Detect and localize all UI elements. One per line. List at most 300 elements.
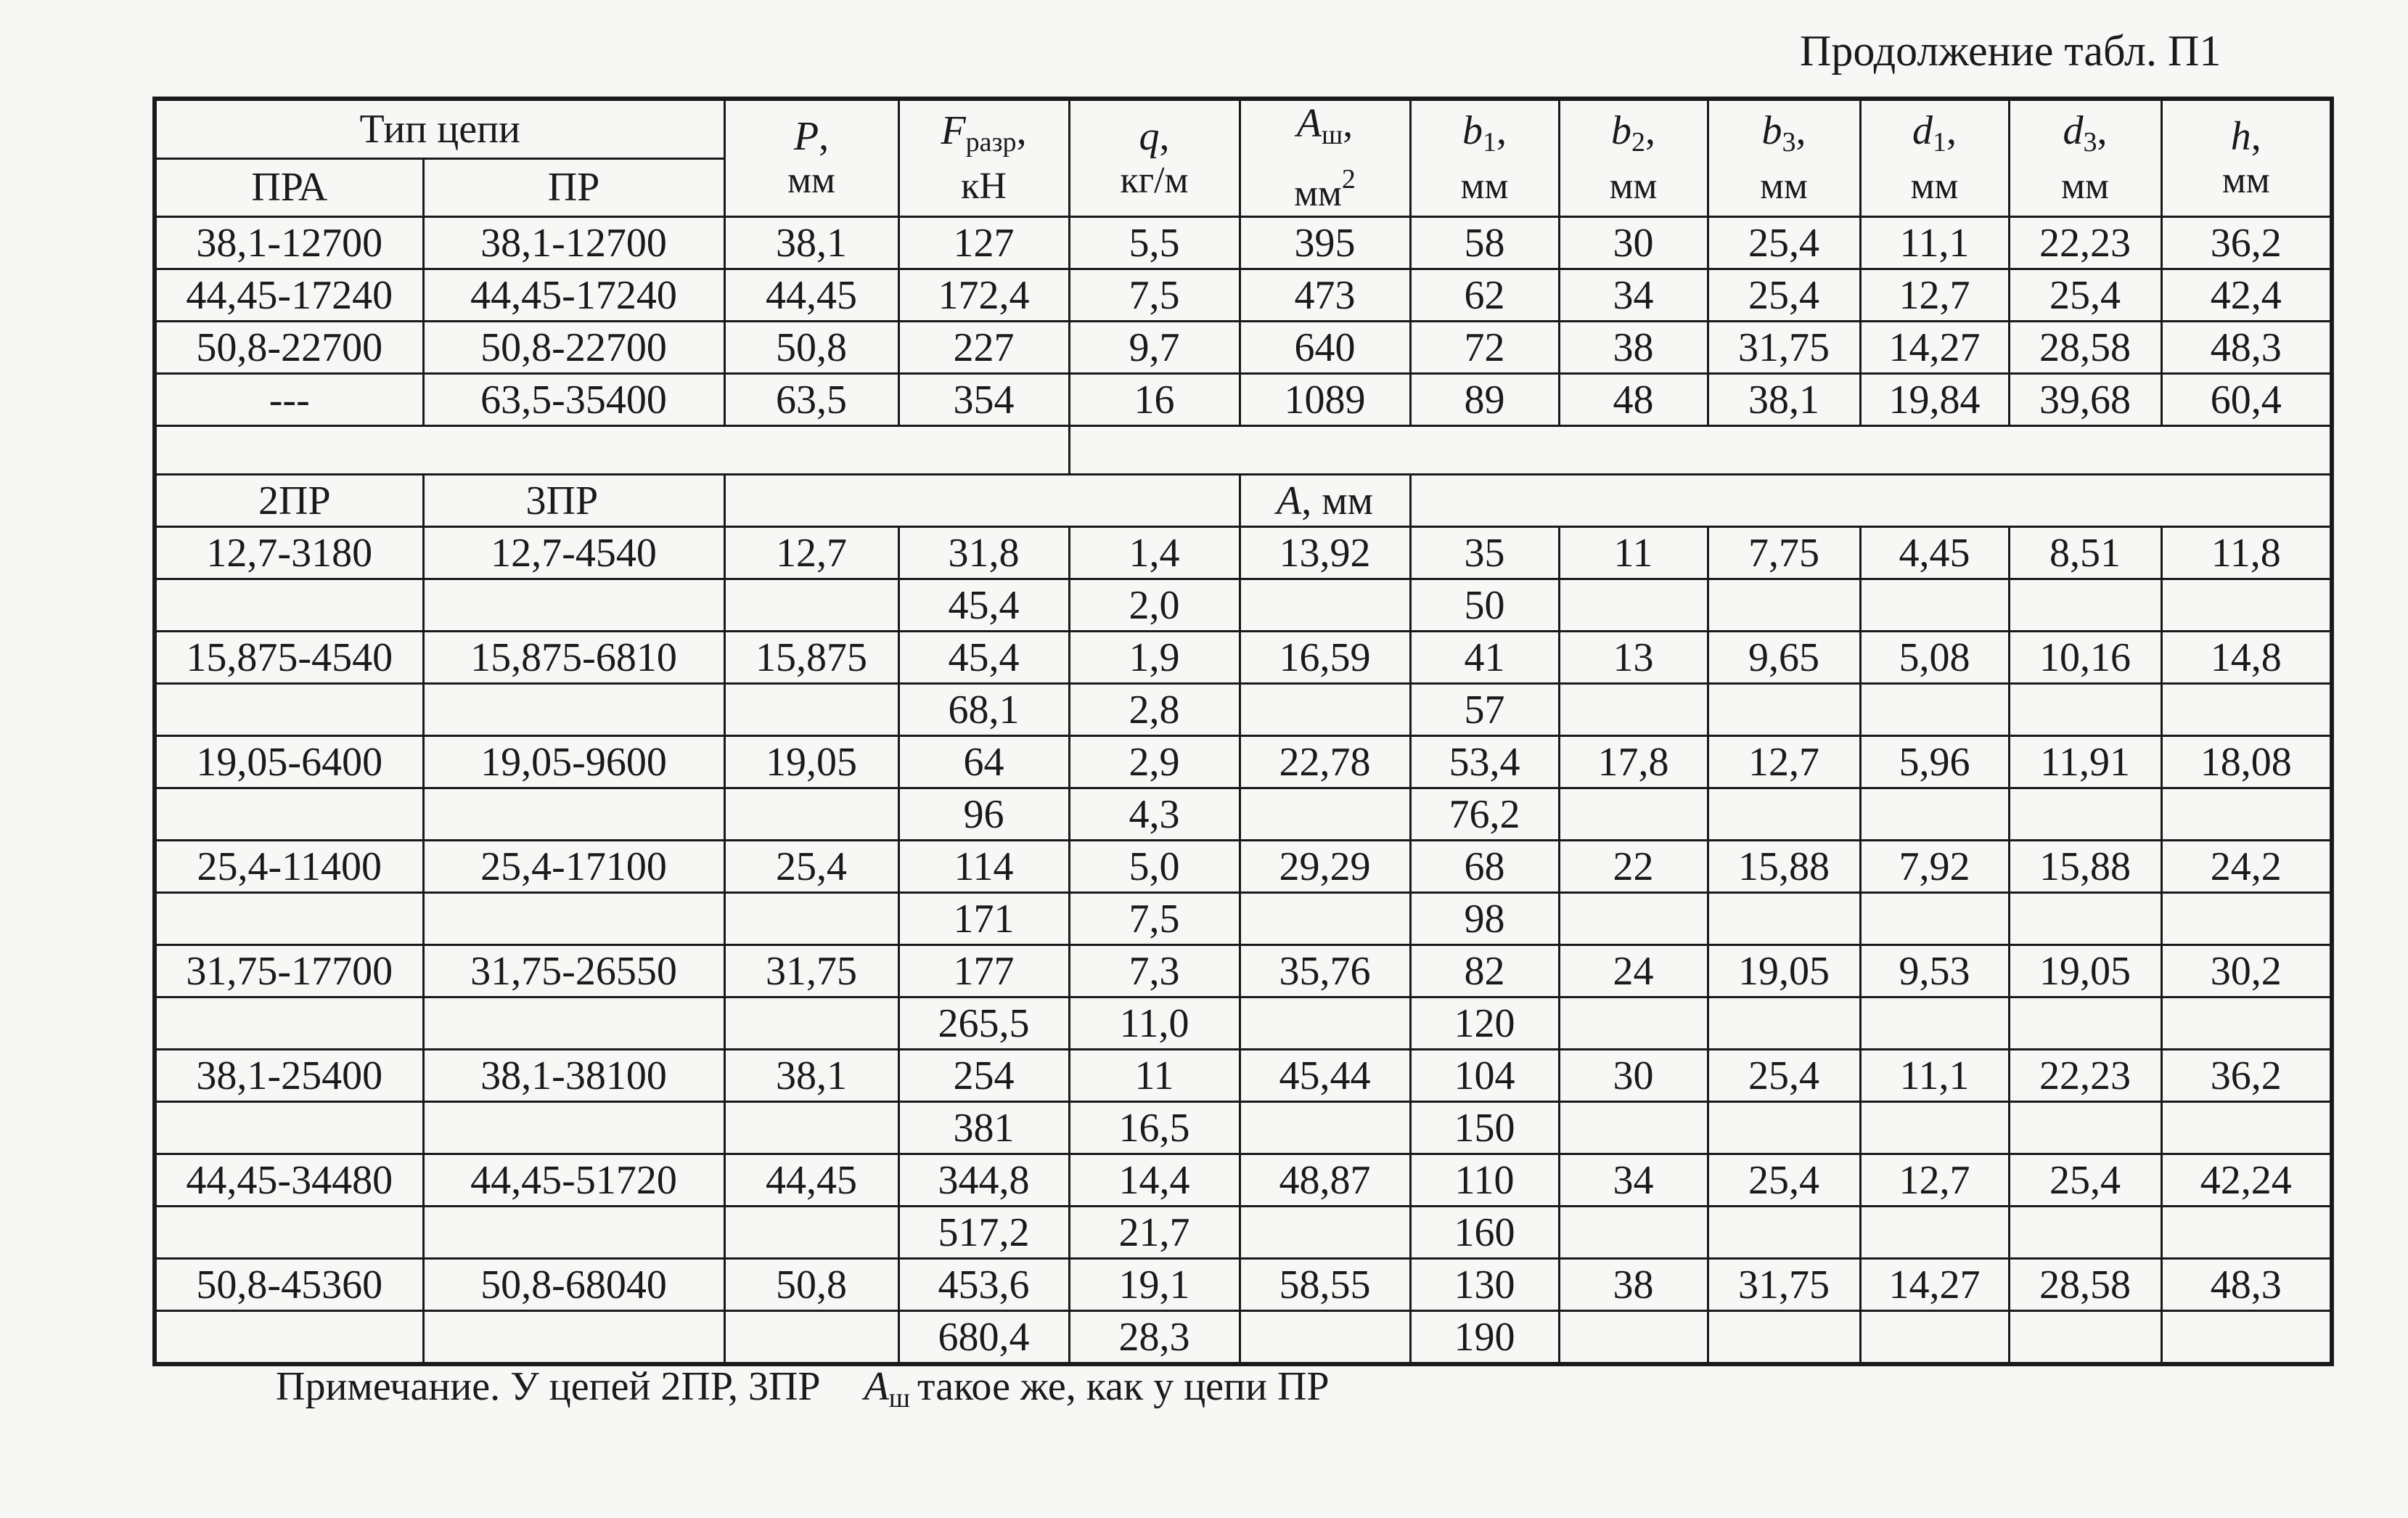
table-cell: 45,4 [898, 579, 1069, 632]
table-cell [1240, 1311, 1410, 1365]
header-col-unit-text: кг/м [1120, 160, 1189, 201]
table-cell: 44,45 [724, 269, 898, 322]
table-cell [1559, 788, 1708, 841]
table-row [155, 684, 2332, 736]
table-cell: 1,4 [1069, 527, 1240, 579]
table-cell: 42,24 [2161, 1154, 2332, 1207]
table-cell: 31,75 [724, 945, 898, 997]
header-col-5 [1559, 99, 1708, 217]
table-cell: 24,2 [2161, 841, 2332, 893]
table-cell: 19,05 [1708, 945, 1860, 997]
subheader-3pr: 3ПР [423, 475, 724, 527]
table-cell [2009, 1311, 2161, 1365]
table-cell: 7,5 [1069, 893, 1240, 945]
table-cell: 473 [1240, 269, 1410, 322]
table-cell: 35,76 [1240, 945, 1410, 997]
table-cell: 44,45-17240 [155, 269, 423, 322]
table-cell: 25,4 [1708, 269, 1860, 322]
table-cell [724, 997, 898, 1050]
header-chain-type: Тип цепи [155, 99, 724, 158]
table-cell: 44,45-51720 [423, 1154, 724, 1207]
table-cell: 22,23 [2009, 1050, 2161, 1102]
subheader-a-mm [1240, 475, 1410, 527]
table-cell [1559, 1311, 1708, 1365]
table-cell: 48 [1559, 374, 1708, 426]
table-cell [423, 579, 724, 632]
header-col-unit [1560, 165, 1707, 208]
table-cell: 2,0 [1069, 579, 1240, 632]
table-row [155, 322, 2332, 374]
table-row [155, 788, 2332, 841]
table-cell: 38,1 [724, 1050, 898, 1102]
table-cell: 7,75 [1708, 527, 1860, 579]
table-cell: 16 [1069, 374, 1240, 426]
table-cell: 5,08 [1860, 632, 2009, 684]
table-cell [155, 579, 423, 632]
table-cell: 28,58 [2009, 322, 2161, 374]
table-cell: 45,44 [1240, 1050, 1410, 1102]
table-cell: 14,27 [1860, 322, 2009, 374]
table-cell: 30 [1559, 1050, 1708, 1102]
table-cell: 42,4 [2161, 269, 2332, 322]
table-cell [2009, 997, 2161, 1050]
header-col-symbol-sub: 1 [1483, 127, 1497, 158]
table-cell: 82 [1410, 945, 1559, 997]
table-cell: 680,4 [898, 1311, 1069, 1365]
table-cell: 4,3 [1069, 788, 1240, 841]
table-cell [423, 1311, 724, 1365]
table-cell: 62 [1410, 269, 1559, 322]
header-col-1 [898, 99, 1069, 217]
header-col-unit-text: мм [787, 160, 835, 201]
table-cell: 24 [1559, 945, 1708, 997]
table-row [155, 1311, 2332, 1365]
subheader-row [155, 475, 2332, 527]
table-cell: 15,875 [724, 632, 898, 684]
table-cell [1708, 893, 1860, 945]
table-cell [2009, 788, 2161, 841]
table-cell [1559, 684, 1708, 736]
header-col-symbol-letter: h [2230, 114, 2251, 159]
table-row [155, 269, 2332, 322]
table-cell: 110 [1410, 1154, 1559, 1207]
table-cell: 50,8-45360 [155, 1259, 423, 1311]
header-col-6 [1708, 99, 1860, 217]
header-col-symbol: q, [1139, 114, 1170, 159]
table-cell [155, 1207, 423, 1259]
table-cell [724, 684, 898, 736]
header-col-symbol-letter: b [1611, 108, 1632, 153]
table-cell: 130 [1410, 1259, 1559, 1311]
table-cell: 190 [1410, 1311, 1559, 1365]
table-cell: 7,3 [1069, 945, 1240, 997]
table-cell: 381 [898, 1102, 1069, 1154]
table-cell: 98 [1410, 893, 1559, 945]
header-col-symbol: $d_1$, [1912, 108, 1957, 158]
table-cell: 30 [1559, 217, 1708, 269]
table-cell: 39,68 [2009, 374, 2161, 426]
table-cell [1240, 1102, 1410, 1154]
header-col-unit-text: мм [1294, 173, 1342, 214]
table-cell [155, 684, 423, 736]
header-col-unit-text: кН [961, 166, 1007, 207]
table-cell: 34 [1559, 269, 1708, 322]
header-col-symbol-letter: d [1912, 108, 1933, 153]
table-cell: 11 [1069, 1050, 1240, 1102]
table-row [155, 1207, 2332, 1259]
subheader-2pr: 2ПР [155, 475, 423, 527]
table-cell [2161, 684, 2332, 736]
table-cell: 15,88 [1708, 841, 1860, 893]
table-cell: 172,4 [898, 269, 1069, 322]
header-col-unit [1412, 165, 1558, 208]
table-cell [1240, 788, 1410, 841]
table-cell: 25,4-17100 [423, 841, 724, 893]
table-cell: 60,4 [2161, 374, 2332, 426]
table-row [155, 997, 2332, 1050]
header-col-4 [1410, 99, 1559, 217]
header-col-symbol: $d_3$, [2063, 108, 2108, 158]
header-col-unit [2163, 159, 2330, 203]
table-cell [2161, 579, 2332, 632]
table-cell [1240, 579, 1410, 632]
table-cell: 14,27 [1860, 1259, 2009, 1311]
table-cell: 104 [1410, 1050, 1559, 1102]
table-cell [155, 1102, 423, 1154]
table-cell: 12,7 [1860, 269, 2009, 322]
header-col-unit [726, 159, 898, 203]
table-cell: 16,5 [1069, 1102, 1240, 1154]
header-col-7 [1860, 99, 2009, 217]
header-col-symbol-letter: b [1462, 108, 1483, 153]
table-cell [2009, 579, 2161, 632]
note-symbol [864, 1364, 911, 1413]
table-cell: 9,53 [1860, 945, 2009, 997]
table-cell: 11,0 [1069, 997, 1240, 1050]
table-cell: 58 [1410, 217, 1559, 269]
table-row [155, 1102, 2332, 1154]
header-col-symbol-sub: 3 [1782, 127, 1796, 158]
table-cell [155, 1311, 423, 1365]
table-cell [1860, 684, 2009, 736]
table-cell: 15,875-6810 [423, 632, 724, 684]
table-cell: 44,45-34480 [155, 1154, 423, 1207]
table-cell: 50,8 [724, 322, 898, 374]
table-cell [1559, 893, 1708, 945]
table-cell: 25,4-11400 [155, 841, 423, 893]
table-cell [724, 788, 898, 841]
table-cell: 25,4 [1708, 1050, 1860, 1102]
table-cell [1559, 579, 1708, 632]
table-cell [155, 893, 423, 945]
table-cell: 38,1-12700 [423, 217, 724, 269]
table-cell: 48,3 [2161, 1259, 2332, 1311]
table-cell: 35 [1410, 527, 1559, 579]
table-cell: 150 [1410, 1102, 1559, 1154]
table-cell: 31,75 [1708, 1259, 1860, 1311]
table-cell [1860, 788, 2009, 841]
table-row [155, 945, 2332, 997]
table-cell: 10,16 [2009, 632, 2161, 684]
table-cell: 29,29 [1240, 841, 1410, 893]
header-col-unit [900, 165, 1068, 208]
table-row [155, 736, 2332, 788]
table-cell: 13,92 [1240, 527, 1410, 579]
table-cell [724, 1311, 898, 1365]
table-cell: 265,5 [898, 997, 1069, 1050]
table-cell: 7,5 [1069, 269, 1240, 322]
note-symbol-letter: A [864, 1364, 889, 1409]
header-col-unit-text: мм [2061, 166, 2109, 207]
table-cell: 17,8 [1559, 736, 1708, 788]
table-cell: 22,78 [1240, 736, 1410, 788]
table-cell: 12,7-3180 [155, 527, 423, 579]
note-suffix: такое же, как у цепи ПР [917, 1364, 1330, 1409]
table-cell [155, 997, 423, 1050]
header-col-unit-text: мм [2221, 160, 2270, 201]
table-cell [2161, 1311, 2332, 1365]
table-cell: 36,2 [2161, 217, 2332, 269]
header-row-1 [155, 99, 2332, 158]
table-cell: 38 [1559, 322, 1708, 374]
table-row [155, 841, 2332, 893]
table-cell: 50,8-22700 [155, 322, 423, 374]
table-cell: 2,9 [1069, 736, 1240, 788]
table-cell: 640 [1240, 322, 1410, 374]
table-cell: 453,6 [898, 1259, 1069, 1311]
table-cell: 11,1 [1860, 1050, 2009, 1102]
header-col-symbol-sub: 2 [1631, 127, 1646, 158]
header-col-9 [2161, 99, 2332, 217]
table-cell: 19,05 [2009, 945, 2161, 997]
table-cell [1708, 1207, 1860, 1259]
header-col-unit-text: мм [1460, 166, 1509, 207]
table-cell: 25,4 [2009, 1154, 2161, 1207]
table-row [155, 893, 2332, 945]
header-col-0 [724, 99, 898, 217]
table-cell: 18,08 [2161, 736, 2332, 788]
table-cell: 19,84 [1860, 374, 2009, 426]
table-cell [2009, 684, 2161, 736]
table-cell [2009, 1102, 2161, 1154]
header-col-unit [1709, 165, 1859, 208]
table-cell [423, 1207, 724, 1259]
header-col-unit-sup: 2 [1341, 164, 1356, 195]
table-cell: 12,7 [1708, 736, 1860, 788]
table-cell: 4,45 [1860, 527, 2009, 579]
table-cell: 58,55 [1240, 1259, 1410, 1311]
table-cell: 8,51 [2009, 527, 2161, 579]
table-row [155, 217, 2332, 269]
table-row [155, 1259, 2332, 1311]
table-cell [1708, 579, 1860, 632]
header-col-symbol-letter: b [1761, 108, 1782, 153]
table-cell: 16,59 [1240, 632, 1410, 684]
table-cell [423, 788, 724, 841]
table-cell: 19,05 [724, 736, 898, 788]
table-cell: 25,4 [1708, 1154, 1860, 1207]
table-cell [1708, 1311, 1860, 1365]
header-col-unit [2010, 165, 2161, 208]
table-cell: 15,88 [2009, 841, 2161, 893]
table-cell: 53,4 [1410, 736, 1559, 788]
table-cell: 5,5 [1069, 217, 1240, 269]
header-pr: ПР [423, 158, 724, 216]
table-row [155, 1154, 2332, 1207]
table-cell: 15,875-4540 [155, 632, 423, 684]
separator-cell-right [1069, 426, 2332, 475]
header-col-unit-text: мм [1910, 166, 1959, 207]
table-cell [1860, 1311, 2009, 1365]
table-cell [1860, 997, 2009, 1050]
header-col-symbol: $b_1$, [1462, 108, 1507, 158]
header-col-3 [1240, 99, 1410, 217]
table-cell: 9,65 [1708, 632, 1860, 684]
table-cell: 36,2 [2161, 1050, 2332, 1102]
table-cell: 96 [898, 788, 1069, 841]
table-cell: 63,5 [724, 374, 898, 426]
table-cell: 38,1-12700 [155, 217, 423, 269]
table-cell: 38 [1559, 1259, 1708, 1311]
table-cell: 227 [898, 322, 1069, 374]
table-cell: 72 [1410, 322, 1559, 374]
table-cell: 44,45-17240 [423, 269, 724, 322]
table-cell [423, 684, 724, 736]
table-cell [1240, 893, 1410, 945]
table-cell: 517,2 [898, 1207, 1069, 1259]
table-cell: 19,1 [1069, 1259, 1240, 1311]
table-cell [155, 788, 423, 841]
table-cell: 160 [1410, 1207, 1559, 1259]
header-col-symbol: P, [793, 114, 830, 159]
header-col-symbol-sub: ш [1321, 120, 1343, 150]
table-cell: 25,4 [1708, 217, 1860, 269]
table-cell: 2,8 [1069, 684, 1240, 736]
table-cell [1860, 579, 2009, 632]
table-row [155, 632, 2332, 684]
table-row [155, 527, 2332, 579]
subheader-a-unit: , мм [1301, 478, 1374, 523]
table-cell: 9,7 [1069, 322, 1240, 374]
table-cell: 48,3 [2161, 322, 2332, 374]
table-cell [2161, 997, 2332, 1050]
header-col-symbol-letter: d [2063, 108, 2084, 153]
table-cell: --- [155, 374, 423, 426]
subheader-blank-right [1410, 475, 2332, 527]
table-row [155, 1050, 2332, 1102]
table-cell: 12,7-4540 [423, 527, 724, 579]
table-cell: 31,75-17700 [155, 945, 423, 997]
table-cell: 25,4 [2009, 269, 2161, 322]
table-cell [724, 1207, 898, 1259]
table-cell: 395 [1240, 217, 1410, 269]
header-col-symbol: h, [2230, 114, 2261, 159]
note-symbol-sub: ш [888, 1383, 911, 1413]
table-cell: 41 [1410, 632, 1559, 684]
table-cell: 63,5-35400 [423, 374, 724, 426]
table-cell [724, 1102, 898, 1154]
table-cell: 30,2 [2161, 945, 2332, 997]
table-cell [1708, 684, 1860, 736]
header-col-unit [1070, 159, 1239, 203]
table-row [155, 374, 2332, 426]
table-cell: 45,4 [898, 632, 1069, 684]
table-cell: 354 [898, 374, 1069, 426]
table-cell: 127 [898, 217, 1069, 269]
table-cell [1559, 1102, 1708, 1154]
table-cell: 89 [1410, 374, 1559, 426]
note-prefix: Примечание. У цепей 2ПР, 3ПР [276, 1364, 821, 1409]
table-cell: 171 [898, 893, 1069, 945]
table-cell: 31,75 [1708, 322, 1860, 374]
table-cell: 11,1 [1860, 217, 2009, 269]
header-col-symbol-letter: P [793, 114, 819, 159]
header-col-symbol-letter: q [1139, 114, 1160, 159]
table-cell: 5,0 [1069, 841, 1240, 893]
table-cell: 50,8-68040 [423, 1259, 724, 1311]
table-cell [2161, 893, 2332, 945]
table-cell: 38,1 [724, 217, 898, 269]
table-cell: 50,8-22700 [423, 322, 724, 374]
header-col-symbol: $b_3$, [1761, 108, 1806, 158]
table-cell: 1,9 [1069, 632, 1240, 684]
table-cell [2009, 893, 2161, 945]
table-cell: 254 [898, 1050, 1069, 1102]
header-col-unit-text: мм [1609, 166, 1658, 207]
table-cell [1708, 1102, 1860, 1154]
table-cell: 25,4 [724, 841, 898, 893]
table-cell [1240, 684, 1410, 736]
table-caption: Продолжение табл. П1 [1800, 27, 2221, 75]
table-cell [1240, 1207, 1410, 1259]
subheader-a-symbol: A [1276, 478, 1302, 523]
table-cell: 7,92 [1860, 841, 2009, 893]
table-cell: 50,8 [724, 1259, 898, 1311]
table-cell: 22 [1559, 841, 1708, 893]
table-cell: 11,8 [2161, 527, 2332, 579]
header-col-symbol-sub: 1 [1933, 127, 1947, 158]
header-pra: ПРА [155, 158, 423, 216]
table-cell: 13 [1559, 632, 1708, 684]
table-cell [2161, 1102, 2332, 1154]
table-cell: 21,7 [1069, 1207, 1240, 1259]
table-cell: 11,91 [2009, 736, 2161, 788]
header-col-symbol-letter: A [1296, 101, 1322, 146]
table-cell [2009, 1207, 2161, 1259]
table-cell [1240, 997, 1410, 1050]
header-col-unit [1241, 158, 1409, 216]
table-cell [1559, 997, 1708, 1050]
table-row [155, 579, 2332, 632]
table-cell: 38,1 [1708, 374, 1860, 426]
table-cell: 76,2 [1410, 788, 1559, 841]
table-cell: 44,45 [724, 1154, 898, 1207]
header-col-unit-text: мм [1760, 166, 1808, 207]
table-cell: 120 [1410, 997, 1559, 1050]
table-cell [2161, 1207, 2332, 1259]
header-col-symbol-sub: разр [965, 127, 1017, 158]
table-cell: 28,58 [2009, 1259, 2161, 1311]
table-cell [423, 893, 724, 945]
header-col-8 [2009, 99, 2161, 217]
header-col-symbol-sub: 3 [2083, 127, 2097, 158]
table-cell: 57 [1410, 684, 1559, 736]
table-cell: 31,75-26550 [423, 945, 724, 997]
table-cell: 11 [1559, 527, 1708, 579]
table-cell: 19,05-9600 [423, 736, 724, 788]
table-cell [423, 997, 724, 1050]
header-col-symbol: $b_2$, [1611, 108, 1656, 158]
